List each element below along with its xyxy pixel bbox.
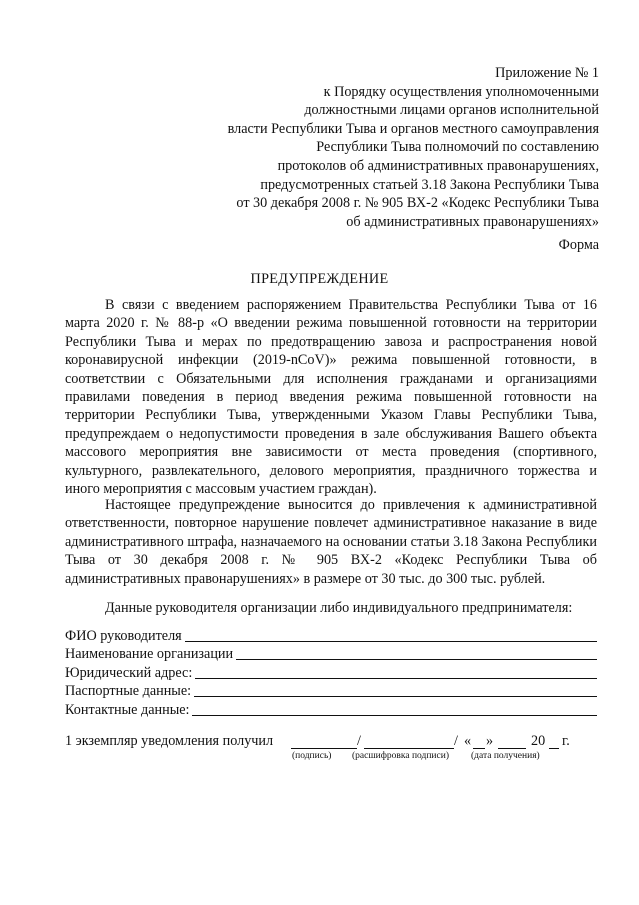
appendix-line: предусмотренных статьей 3.18 Закона Республики Тыва bbox=[260, 176, 599, 193]
legal-address-field[interactable] bbox=[195, 665, 597, 679]
contacts-field[interactable] bbox=[192, 702, 597, 716]
appendix-line: должностными лицами органов исполнительной bbox=[304, 102, 599, 119]
receipt-line bbox=[65, 733, 597, 753]
quote-open: « bbox=[464, 733, 472, 749]
field-label: Контактные данные: bbox=[65, 701, 190, 718]
field-row-address bbox=[65, 663, 597, 682]
year-blank[interactable] bbox=[549, 748, 559, 749]
decoding-caption: (расшифровка подписи) bbox=[352, 751, 449, 761]
field-label: Юридический адрес: bbox=[65, 664, 193, 681]
slash-separator: / bbox=[357, 733, 361, 749]
appendix-line: власти Республики Тыва и органов местного самоуправления bbox=[227, 120, 599, 137]
field-row-organization bbox=[65, 645, 597, 664]
field-row-contacts bbox=[65, 700, 597, 719]
field-label: Паспортные данные: bbox=[65, 683, 192, 700]
decoding-blank[interactable] bbox=[364, 748, 454, 749]
receipt-captions bbox=[0, 751, 639, 765]
appendix-line: протоколов об административных правонарушениях, bbox=[277, 157, 599, 174]
signature-blank[interactable] bbox=[291, 748, 357, 749]
slash-separator: / bbox=[454, 733, 458, 749]
passport-field[interactable] bbox=[194, 683, 597, 697]
document-title: ПРЕДУПРЕЖДЕНИЕ bbox=[250, 271, 389, 287]
date-caption: (дата получения) bbox=[471, 751, 540, 761]
appendix-header bbox=[150, 64, 599, 231]
month-blank[interactable] bbox=[498, 748, 526, 749]
year-prefix: 20 bbox=[531, 733, 546, 749]
data-heading: Данные руководителя организации либо индивидуального предпринимателя: bbox=[105, 600, 573, 616]
field-label: ФИО руководителя bbox=[65, 627, 182, 644]
quote-close: » bbox=[486, 733, 494, 749]
year-suffix: г. bbox=[562, 733, 570, 749]
appendix-line: Республики Тыва полномочий по составлению bbox=[316, 139, 599, 156]
form-label: Форма bbox=[558, 237, 599, 253]
appendix-line: от 30 декабря 2008 г. № 905 ВХ-2 «Кодекс Республики Тыва bbox=[236, 195, 599, 212]
field-label: Наименование организации bbox=[65, 646, 234, 663]
day-blank[interactable] bbox=[473, 748, 485, 749]
field-row-fio bbox=[65, 626, 597, 645]
field-row-passport bbox=[65, 682, 597, 701]
paragraph-penalty: Настоящее предупреждение выносится до привлечения к административной ответственности, повторное нарушение повлечет административное наказание в виде административного штрафа, назначаемого на основании статьи 3.18 Закона Республики Тыва от 30 декабря 2008 г. № 905 ВХ-2 «Кодекс Республики Тыва об административных правонарушениях» в размере от 30 тыс. до 300 тыс. рублей. bbox=[65, 497, 597, 587]
appendix-line: об административных правонарушениях» bbox=[346, 213, 599, 230]
fields-block bbox=[65, 626, 597, 719]
paragraph-intro: В связи с введением распоряжением Правительства Республики Тыва от 16 марта 2020 г. № 88-р «О введении режима повышенной готовности на территории Республики Тыва и мерах по предотвращению завоза и распространения новой коронавирусной инфекции (2019-nCoV)» режима повышенной готовности, в соответствии с Обязательными для исполнения гражданами и организациями правилами поведения в период введения режима повышенной готовности на территории Республики Тыва, утвержденными Указом Главы Республики Тыва, предупреждаем о недопустимости проведения в зале обслуживания Вашего объекта массового мероприятия вне зависимости от места проведения (спортивного, культурного, развлекательного, делового мероприятия, праздничного торжества и иного мероприятия с массовым участием граждан). bbox=[65, 297, 597, 498]
fio-field[interactable] bbox=[185, 628, 597, 642]
signature-caption: (подпись) bbox=[292, 751, 332, 761]
appendix-line: Приложение № 1 bbox=[495, 65, 599, 81]
receipt-text: 1 экземпляр уведомления получил bbox=[65, 733, 274, 749]
appendix-line: к Порядку осуществления уполномоченными bbox=[323, 83, 599, 100]
organization-field[interactable] bbox=[236, 646, 597, 660]
